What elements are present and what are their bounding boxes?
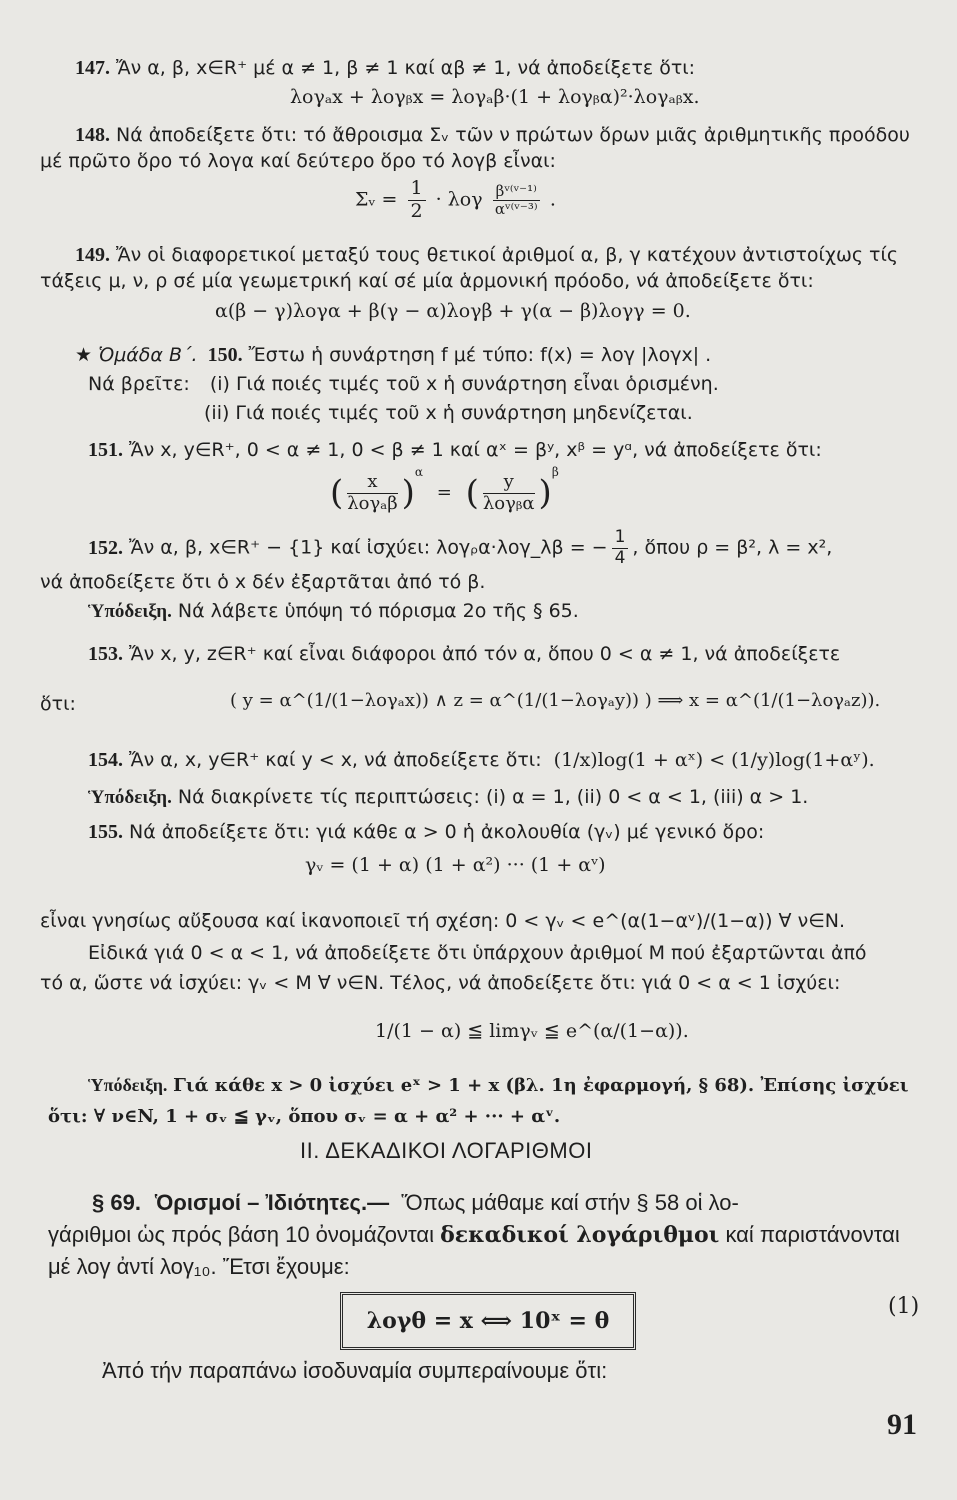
exercise-155 xyxy=(88,822,764,842)
hint-label: Ὑπόδειξη. xyxy=(88,601,172,622)
exercise-148 xyxy=(75,125,910,145)
exercise-152 xyxy=(88,528,832,568)
formula-151: ( $\frac{x}{\text{λογₐβ}}$ )$^\alpha$ = ( $\frac{y}{\text{λογᵦα}}$ )$^\beta$ xyxy=(330,465,559,514)
paragraph-number: § 69. xyxy=(92,1190,141,1215)
exercise-155-line4: τό α, ὥστε νά ἰσχύει: γᵥ < M ∀ ν∈N. Τέλος, νά ἀποδείξετε ὅτι: γιά 0 < α < 1 ἰσχύει: xyxy=(40,972,841,994)
formula-mid: · λογ xyxy=(435,188,483,211)
term-decimal-logarithms: δεκαδικοί λογάριθμοι xyxy=(440,1222,720,1248)
hint-text: Νά διακρίνετε τίς περιπτώσεις: (i) α = 1, (ii) 0 < α < 1, (iii) α > 1. xyxy=(177,786,809,808)
exercise-number: 148. xyxy=(75,124,110,146)
exercise-text: Νά ἀποδείξετε ὅτι: τό ἄθροισμα Σᵥ τῶν ν πρώτων ὅρων μιᾶς ἀριθμητικῆς προόδου xyxy=(116,124,910,146)
numerator: y xyxy=(483,472,535,494)
exercise-152-line2: νά ἀποδείξετε ὅτι ὁ x δέν ἐξαρτᾶται ἀπό τό β. xyxy=(40,571,486,593)
hint-label: Ὑπόδειξη. xyxy=(88,787,172,808)
hint-text: Νά λάβετε ὑπόψη τό πόρισμα 2ο τῆς § 65. xyxy=(177,600,579,622)
exercise-number: 147. xyxy=(75,57,110,79)
page-number: 91 xyxy=(887,1408,917,1441)
paragraph-heading: Ὁρισμοί – Ἰδιότητες.— xyxy=(155,1190,390,1215)
section-69-line3: μέ λογ ἀντί λογ₁₀. Ἔτσι ἔχουμε: xyxy=(48,1254,350,1279)
oti-label: ὅτι: xyxy=(40,693,76,715)
exercise-149 xyxy=(75,245,898,265)
exercise-number: 155. xyxy=(88,821,123,843)
hint-155-line2: ὅτι: ∀ ν∈N, 1 + σᵥ ≦ γᵥ, ὅπου σᵥ = α + α² + ··· + αᵛ. xyxy=(48,1106,561,1127)
exponent: α xyxy=(414,465,423,479)
exercise-number: 151. xyxy=(88,439,123,461)
group-label: ★ Ὁμάδα Β΄. xyxy=(75,344,198,366)
formula-155-b: 1/(1 − α) ≦ limγᵥ ≦ e^(α/(1−α)). xyxy=(375,1020,689,1042)
exercise-155-line3: Εἰδικά γιά 0 < α < 1, νά ἀποδείξετε ὅτι ὑπάρχουν ἀριθμοί Μ πού ἐξαρτῶνται ἀπό xyxy=(88,942,867,964)
exercise-147 xyxy=(75,58,695,78)
exercise-149-line2: τάξεις μ, ν, ρ σέ μία γεωμετρική καί σέ μία ἁρμονική πρόοδο, νά ἀποδείξετε ὅτι: xyxy=(40,270,814,292)
hint-text: Γιά κάθε x > 0 ἰσχύει eˣ > 1 + x (βλ. 1η ἐφαρμογή, § 68). Ἐπίσης ἰσχύει xyxy=(173,1075,909,1096)
boxed-formula: λογθ = x ⟺ 10ˣ = θ xyxy=(366,1308,610,1334)
sub-question-ii: (ii) Γιά ποιές τιμές τοῦ x ἡ συνάρτηση μηδενίζεται. xyxy=(204,402,693,424)
denominator: 2 xyxy=(410,199,423,222)
section-69-line2 xyxy=(48,1224,900,1246)
exercise-text: Ἔστω ἡ συνάρτηση f μέ τύπο: f(x) = λογ |λογx| . xyxy=(248,344,712,366)
numerator: 1 xyxy=(612,528,629,549)
hint-152 xyxy=(88,602,579,621)
formula-155-a: γᵥ = (1 + α) (1 + α²) ··· (1 + αᵛ) xyxy=(305,854,606,876)
formula-end: . xyxy=(549,188,556,211)
paragraph-text: γάριθμοι ὡς πρός βάση 10 ὀνομάζονται xyxy=(48,1222,434,1247)
formula-lhs: Σᵥ = xyxy=(355,188,398,211)
exercise-number: 149. xyxy=(75,244,110,266)
denominator: αᵛ⁽ᵛ⁻³⁾ xyxy=(494,199,538,218)
formula-149: α(β − γ)λογα + β(γ − α)λογβ + γ(α − β)λογγ = 0. xyxy=(215,300,691,322)
hint-label: Ὑπόδειξη. xyxy=(88,1075,168,1095)
fraction xyxy=(408,178,426,223)
exercise-text-end: , ὅπου ρ = β², λ = x², xyxy=(632,536,833,559)
denominator: λογᵦα xyxy=(482,492,535,514)
fraction xyxy=(483,472,535,514)
denominator: λογₐβ xyxy=(347,492,398,514)
exercise-number: 154. xyxy=(88,749,123,771)
equals: = xyxy=(436,482,452,503)
exercise-number: 150. xyxy=(207,344,243,366)
section-69-line4: Ἀπό τήν παραπάνω ἰσοδυναμία συμπεραίνουμε ὅτι: xyxy=(102,1358,608,1383)
numerator: 1 xyxy=(408,178,426,201)
exercise-text: Νά ἀποδείξετε ὅτι: γιά κάθε α > 0 ἡ ἀκολουθία (γᵥ) μέ γενικό ὅρο: xyxy=(129,821,765,843)
exercise-text: Ἄν α, x, y∈R⁺ καί y < x, νά ἀποδείξετε ὅτι: xyxy=(129,749,542,771)
exercise-150-find xyxy=(88,375,719,394)
fraction xyxy=(612,528,629,568)
hint-155 xyxy=(88,1076,908,1095)
exercise-148-line2: μέ πρῶτο ὅρο τό λογα καί δεύτερο ὅρο τό λογβ εἶναι: xyxy=(40,150,556,172)
section-69-line1 xyxy=(92,1192,739,1214)
find-label: Νά βρεῖτε: xyxy=(88,373,190,395)
exponent: β xyxy=(551,465,559,479)
formula-148 xyxy=(355,178,556,223)
boxed-definition xyxy=(340,1292,636,1350)
exercise-151 xyxy=(88,440,822,460)
sub-question-i: (i) Γιά ποιές τιμές τοῦ x ἡ συνάρτηση εἶναι ὁρισμένη. xyxy=(209,373,719,395)
paragraph-text: Ὅπως μάθαμε καί στήν § 58 οἱ λο- xyxy=(401,1190,739,1215)
numerator: x xyxy=(347,472,397,494)
exercise-150 xyxy=(75,345,711,365)
exercise-number: 152. xyxy=(88,536,123,559)
paragraph-text: καί παριστάνονται xyxy=(725,1222,900,1247)
exercise-number: 153. xyxy=(88,643,123,665)
exercise-154 xyxy=(88,750,875,770)
numerator: βᵛ⁽ᵛ⁻¹⁾ xyxy=(493,183,540,201)
section-title: ΙΙ. ΔΕΚΑΔΙΚΟΙ ΛΟΓΑΡΙΘΜΟΙ xyxy=(300,1138,593,1163)
hint-154 xyxy=(88,788,808,807)
exercise-text: Ἄν α, β, x∈R⁺ − {1} καί ἰσχύει: λογᵨα·λογ_λβ = − xyxy=(129,536,608,559)
formula-154: (1/x)log(1 + αˣ) < (1/y)log(1+αʸ). xyxy=(553,749,875,771)
fraction xyxy=(493,183,540,219)
exercise-text: Ἄν α, β, x∈R⁺ μέ α ≠ 1, β ≠ 1 καί αβ ≠ 1, νά ἀποδείξετε ὅτι: xyxy=(116,57,696,79)
exercise-text: Ἄν x, y, z∈R⁺ καί εἶναι διάφοροι ἀπό τόν α, ὅπου 0 < α ≠ 1, νά ἀποδείξετε xyxy=(129,643,841,665)
exercise-text: Ἄν οἱ διαφορετικοί μεταξύ τους θετικοί ἀριθμοί α, β, γ κατέχουν ἀντιστοίχως τίς xyxy=(116,244,899,266)
exercise-153 xyxy=(88,644,840,664)
formula-147: λογₐx + λογᵦx = λογₐβ·(1 + λογᵦα)²·λογₐᵦx. xyxy=(290,86,700,108)
equation-label: (1) xyxy=(888,1294,920,1319)
exercise-155-line2: εἶναι γνησίως αὔξουσα καί ἱκανοποιεῖ τή σχέση: 0 < γᵥ < e^(α(1−αᵛ)/(1−α)) ∀ ν∈N. xyxy=(40,910,846,932)
fraction xyxy=(347,472,397,514)
formula-153: ( y = α^(1/(1−λογₐx)) ∧ z = α^(1/(1−λογₐy)) ) ⟹ x = α^(1/(1−λογₐz)). xyxy=(230,690,881,711)
denominator: 4 xyxy=(614,547,626,568)
exercise-text: Ἄν x, y∈R⁺, 0 < α ≠ 1, 0 < β ≠ 1 καί αˣ = βʸ, xᵝ = yᵅ, νά ἀποδείξετε ὅτι: xyxy=(129,439,822,461)
